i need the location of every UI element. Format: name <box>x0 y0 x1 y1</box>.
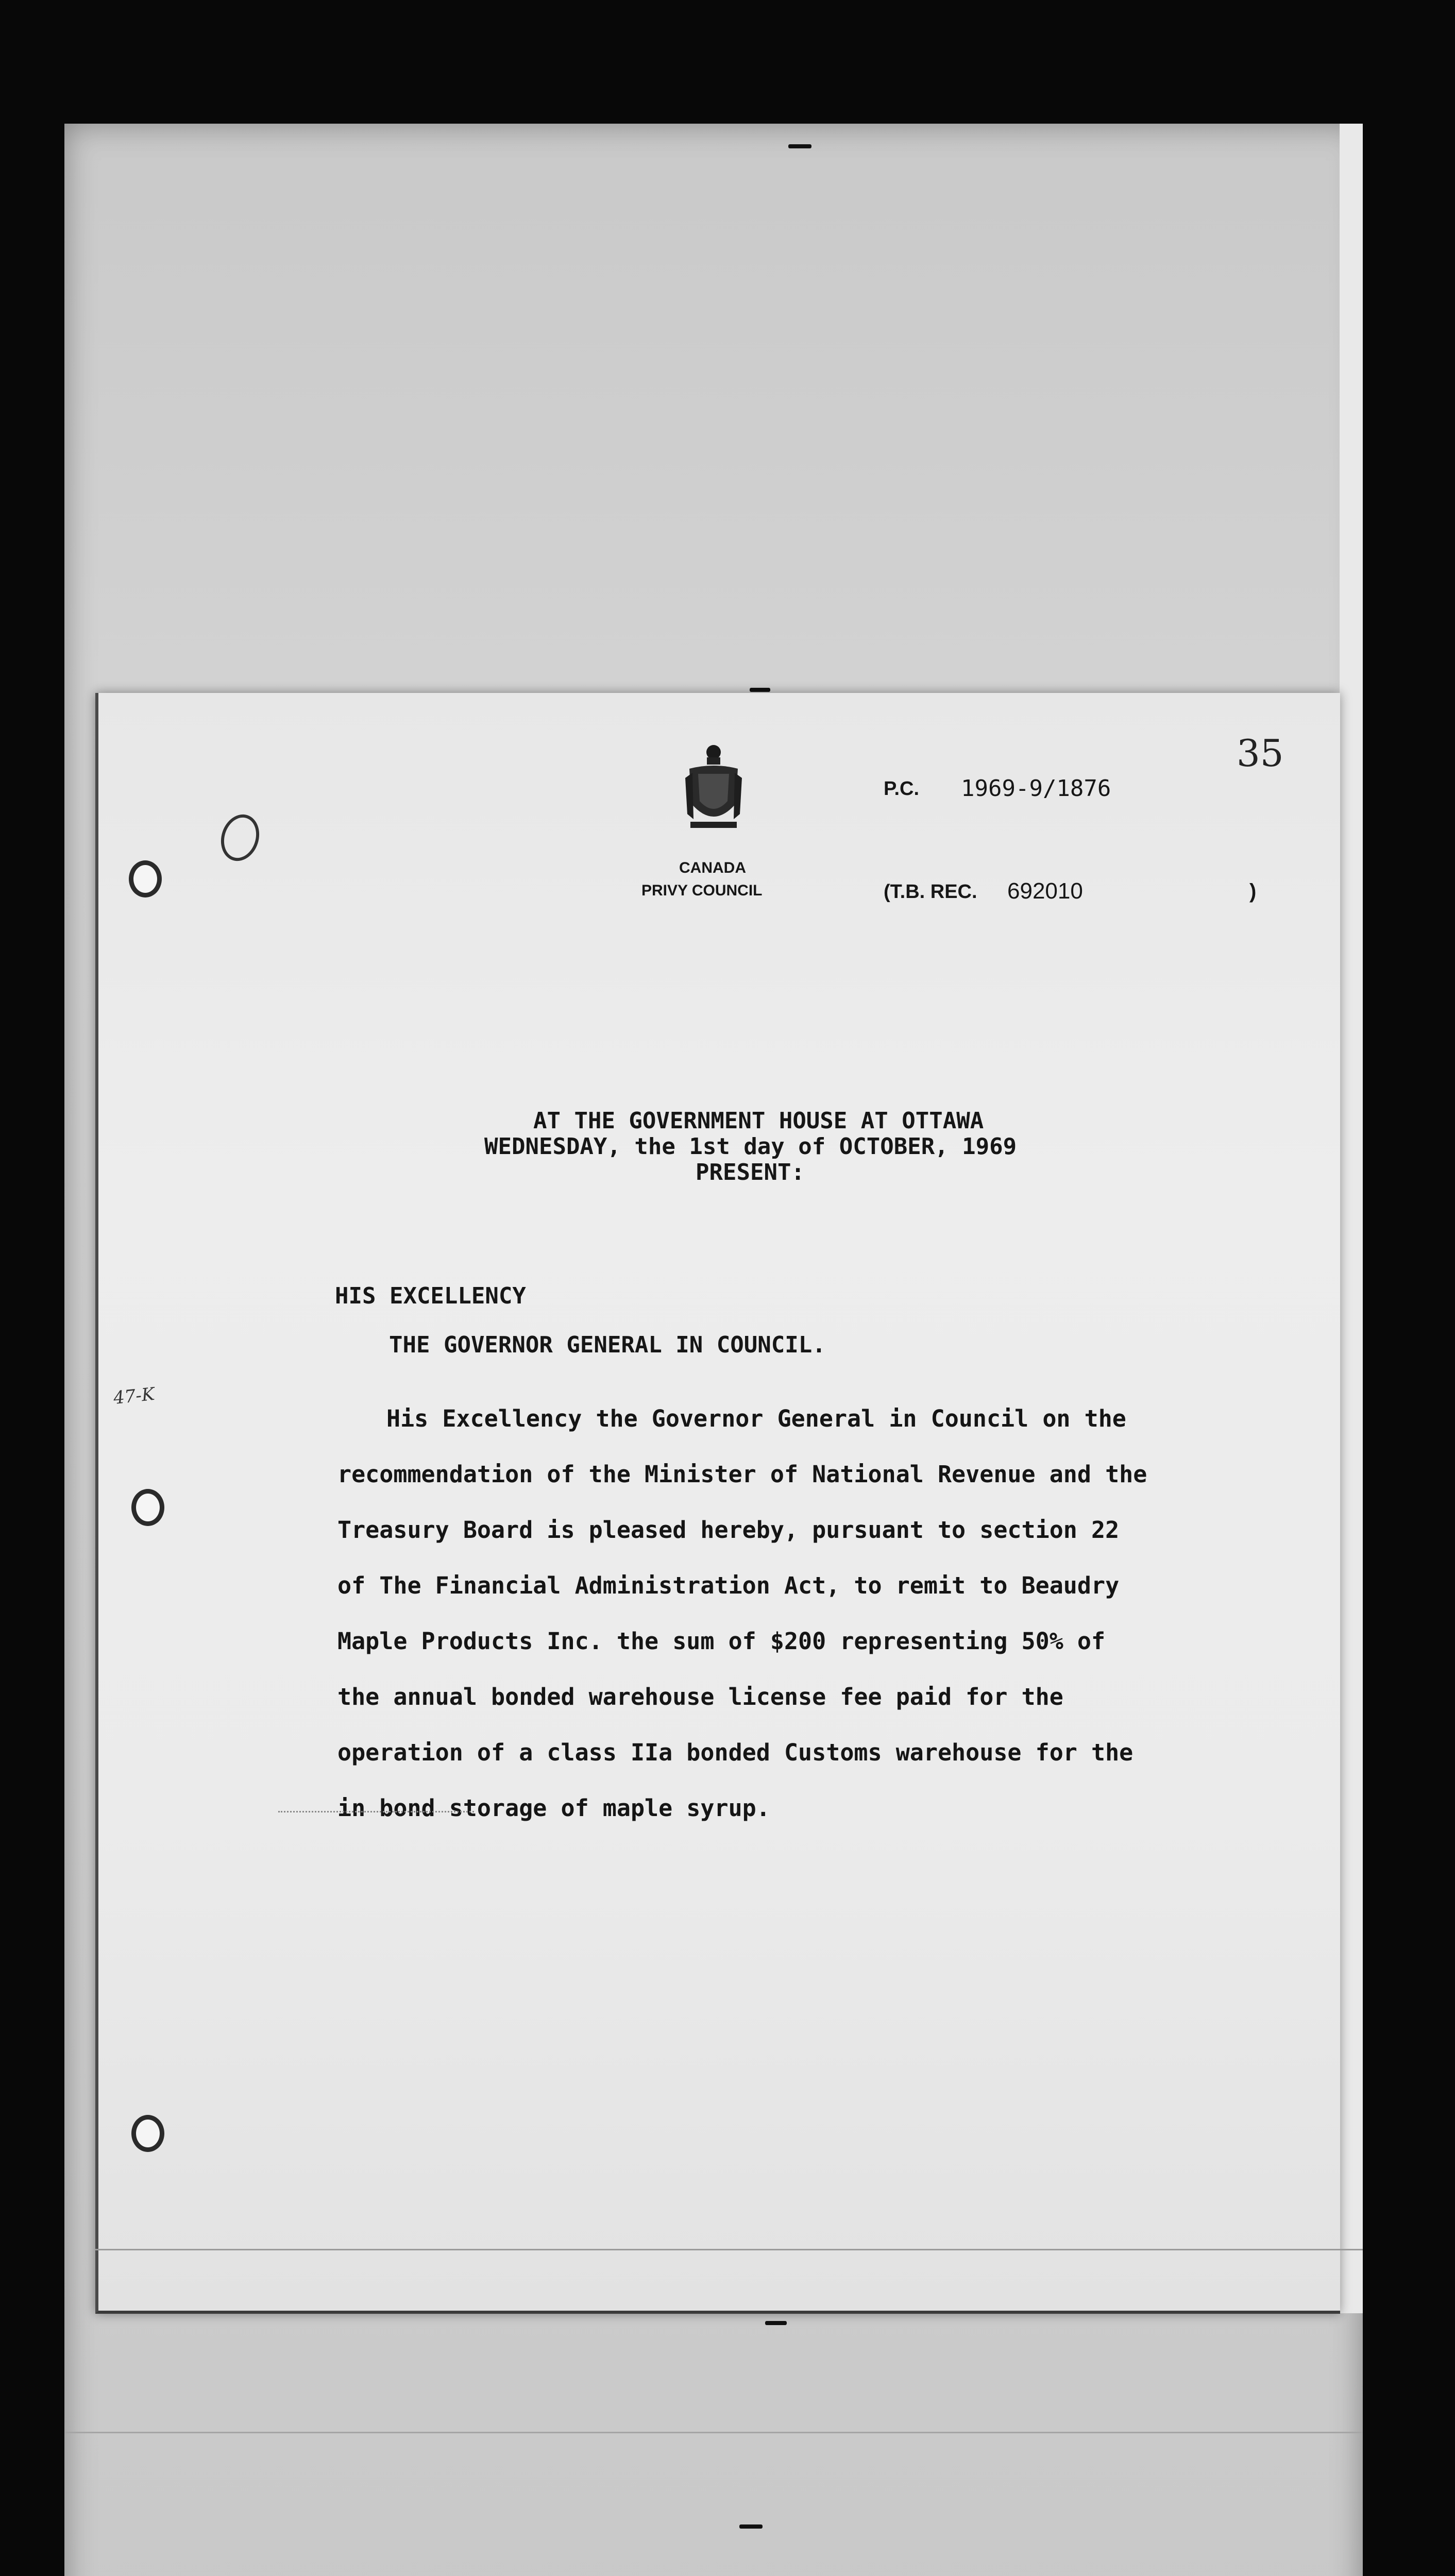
punch-hole-bottom <box>131 2115 164 2152</box>
order-body-paragraph <box>337 1391 1213 1836</box>
punch-hole-middle <box>131 1489 164 1526</box>
film-divider-line <box>64 2432 1363 2433</box>
pc-label: P.C. <box>884 778 920 800</box>
crest-label-canada: CANADA <box>679 859 746 876</box>
body-line: the annual bonded warehouse license fee paid for the <box>337 1683 1063 1710</box>
body-line: in bond storage of maple syrup. <box>337 1794 770 1822</box>
page-fold-line <box>95 2249 1363 2250</box>
body-line: of The Financial Administration Act, to remit to Beaudry <box>337 1572 1120 1599</box>
attendance-governor-general: THE GOVERNOR GENERAL IN COUNCIL. <box>389 1332 826 1358</box>
crest-label-privy-council: PRIVY COUNCIL <box>641 882 763 899</box>
faint-rule <box>278 1811 474 1812</box>
tb-close-paren: ) <box>1249 880 1257 903</box>
film-mark-upper <box>750 688 770 692</box>
heading-present: PRESENT: <box>696 1159 805 1185</box>
attendance-his-excellency: HIS EXCELLENCY <box>335 1283 526 1309</box>
film-mark-top <box>788 144 811 148</box>
tb-label: (T.B. REC. <box>884 881 977 903</box>
film-mark-mid <box>765 2321 787 2325</box>
handwritten-margin-note: 47-K <box>112 1383 156 1409</box>
film-mark-lower <box>739 2524 763 2529</box>
pc-number: 1969-9/1876 <box>961 775 1111 802</box>
body-line: His Excellency the Governor General in Council on the <box>386 1405 1126 1432</box>
tb-number: 692010 <box>1007 878 1083 904</box>
heading-location: AT THE GOVERNMENT HOUSE AT OTTAWA <box>533 1108 984 1134</box>
page-number: 35 <box>1237 732 1284 775</box>
body-line: recommendation of the Minister of National Revenue and the <box>337 1461 1147 1488</box>
punch-hole-top <box>129 860 162 897</box>
body-line: Maple Products Inc. the sum of $200 representing 50% of <box>337 1628 1106 1655</box>
frame-edge-strip <box>1340 124 1363 2313</box>
heading-date: WEDNESDAY, the 1st day of OCTOBER, 1969 <box>484 1133 1017 1160</box>
coat-of-arms-icon <box>680 742 747 835</box>
body-line: Treasury Board is pleased hereby, pursuant to section 22 <box>337 1516 1120 1544</box>
body-line: operation of a class IIa bonded Customs warehouse for the <box>337 1739 1133 1766</box>
